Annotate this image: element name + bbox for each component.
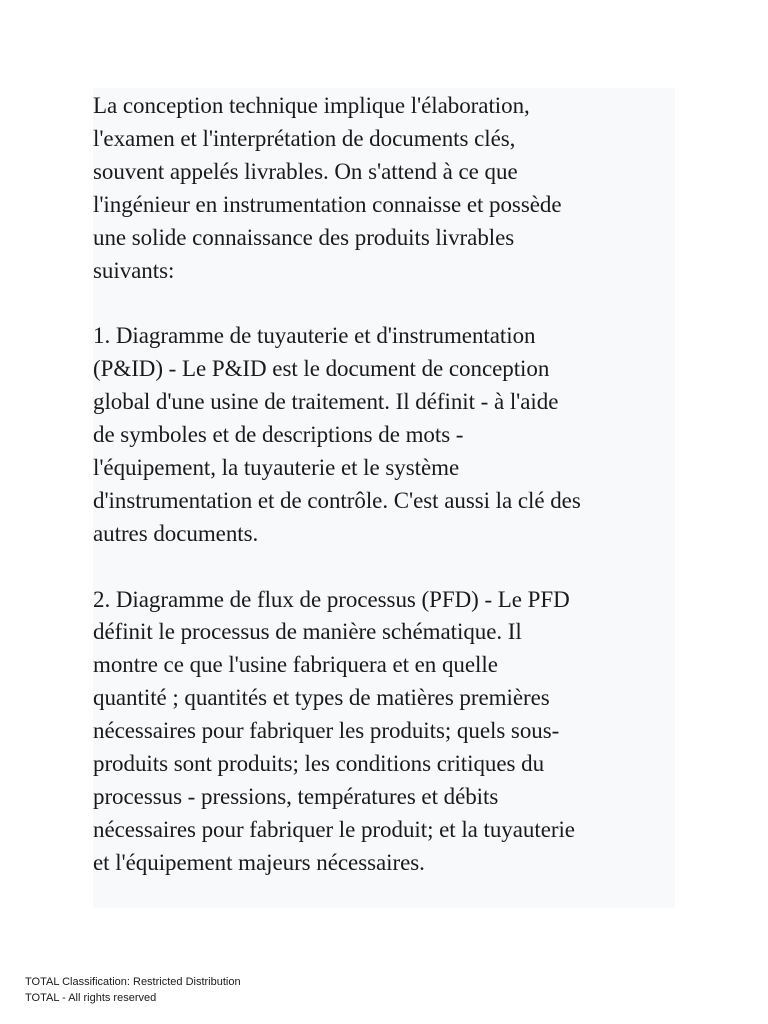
text-line: global d'une usine de traitement. Il définit - à l'aide (93, 389, 559, 415)
document-text-block (93, 88, 675, 908)
paragraph-pfd (93, 584, 675, 880)
text-line: quantité ; quantités et types de matières premières (93, 685, 550, 711)
text-line: et l'équipement majeurs nécessaires. (93, 849, 425, 875)
text-line: de symboles et de descriptions de mots - (93, 422, 464, 448)
text-line: produits sont produits; les conditions critiques du (93, 751, 545, 777)
text-line: l'examen et l'interprétation de documents clés, (93, 125, 516, 151)
text-line: d'instrumentation et de contrôle. C'est aussi la clé des (93, 487, 581, 513)
text-line: La conception technique implique l'élaboration, (93, 93, 530, 118)
footer-classification: TOTAL Classification: Restricted Distribution (25, 976, 241, 988)
text-line: (P&ID) - Le P&ID est le document de conception (93, 356, 550, 382)
paragraph-intro (93, 90, 675, 287)
text-line: montre ce que l'usine fabriquera et en quelle (93, 652, 498, 678)
text-line: 2. Diagramme de flux de processus (PFD) - Le PFD (93, 586, 570, 612)
text-line: 1. Diagramme de tuyauterie et d'instrumentation (93, 323, 536, 349)
paragraph-pid (93, 320, 675, 550)
text-line: autres documents. (93, 520, 259, 546)
text-line: nécessaires pour fabriquer le produit; et la tuyauterie (93, 816, 575, 842)
page-footer (25, 974, 241, 1006)
text-line: une solide connaissance des produits livrables (93, 224, 515, 250)
text-line: souvent appelés livrables. On s'attend à ce que (93, 158, 518, 184)
text-line: l'ingénieur en instrumentation connaisse et possède (93, 191, 562, 217)
text-line: définit le processus de manière schématique. Il (93, 619, 522, 645)
footer-rights: TOTAL - All rights reserved (25, 992, 157, 1004)
text-line: l'équipement, la tuyauterie et le système (93, 454, 460, 480)
text-line: nécessaires pour fabriquer les produits; quels sous- (93, 718, 560, 744)
text-line: processus - pressions, températures et débits (93, 784, 499, 809)
text-line: suivants: (93, 257, 175, 283)
